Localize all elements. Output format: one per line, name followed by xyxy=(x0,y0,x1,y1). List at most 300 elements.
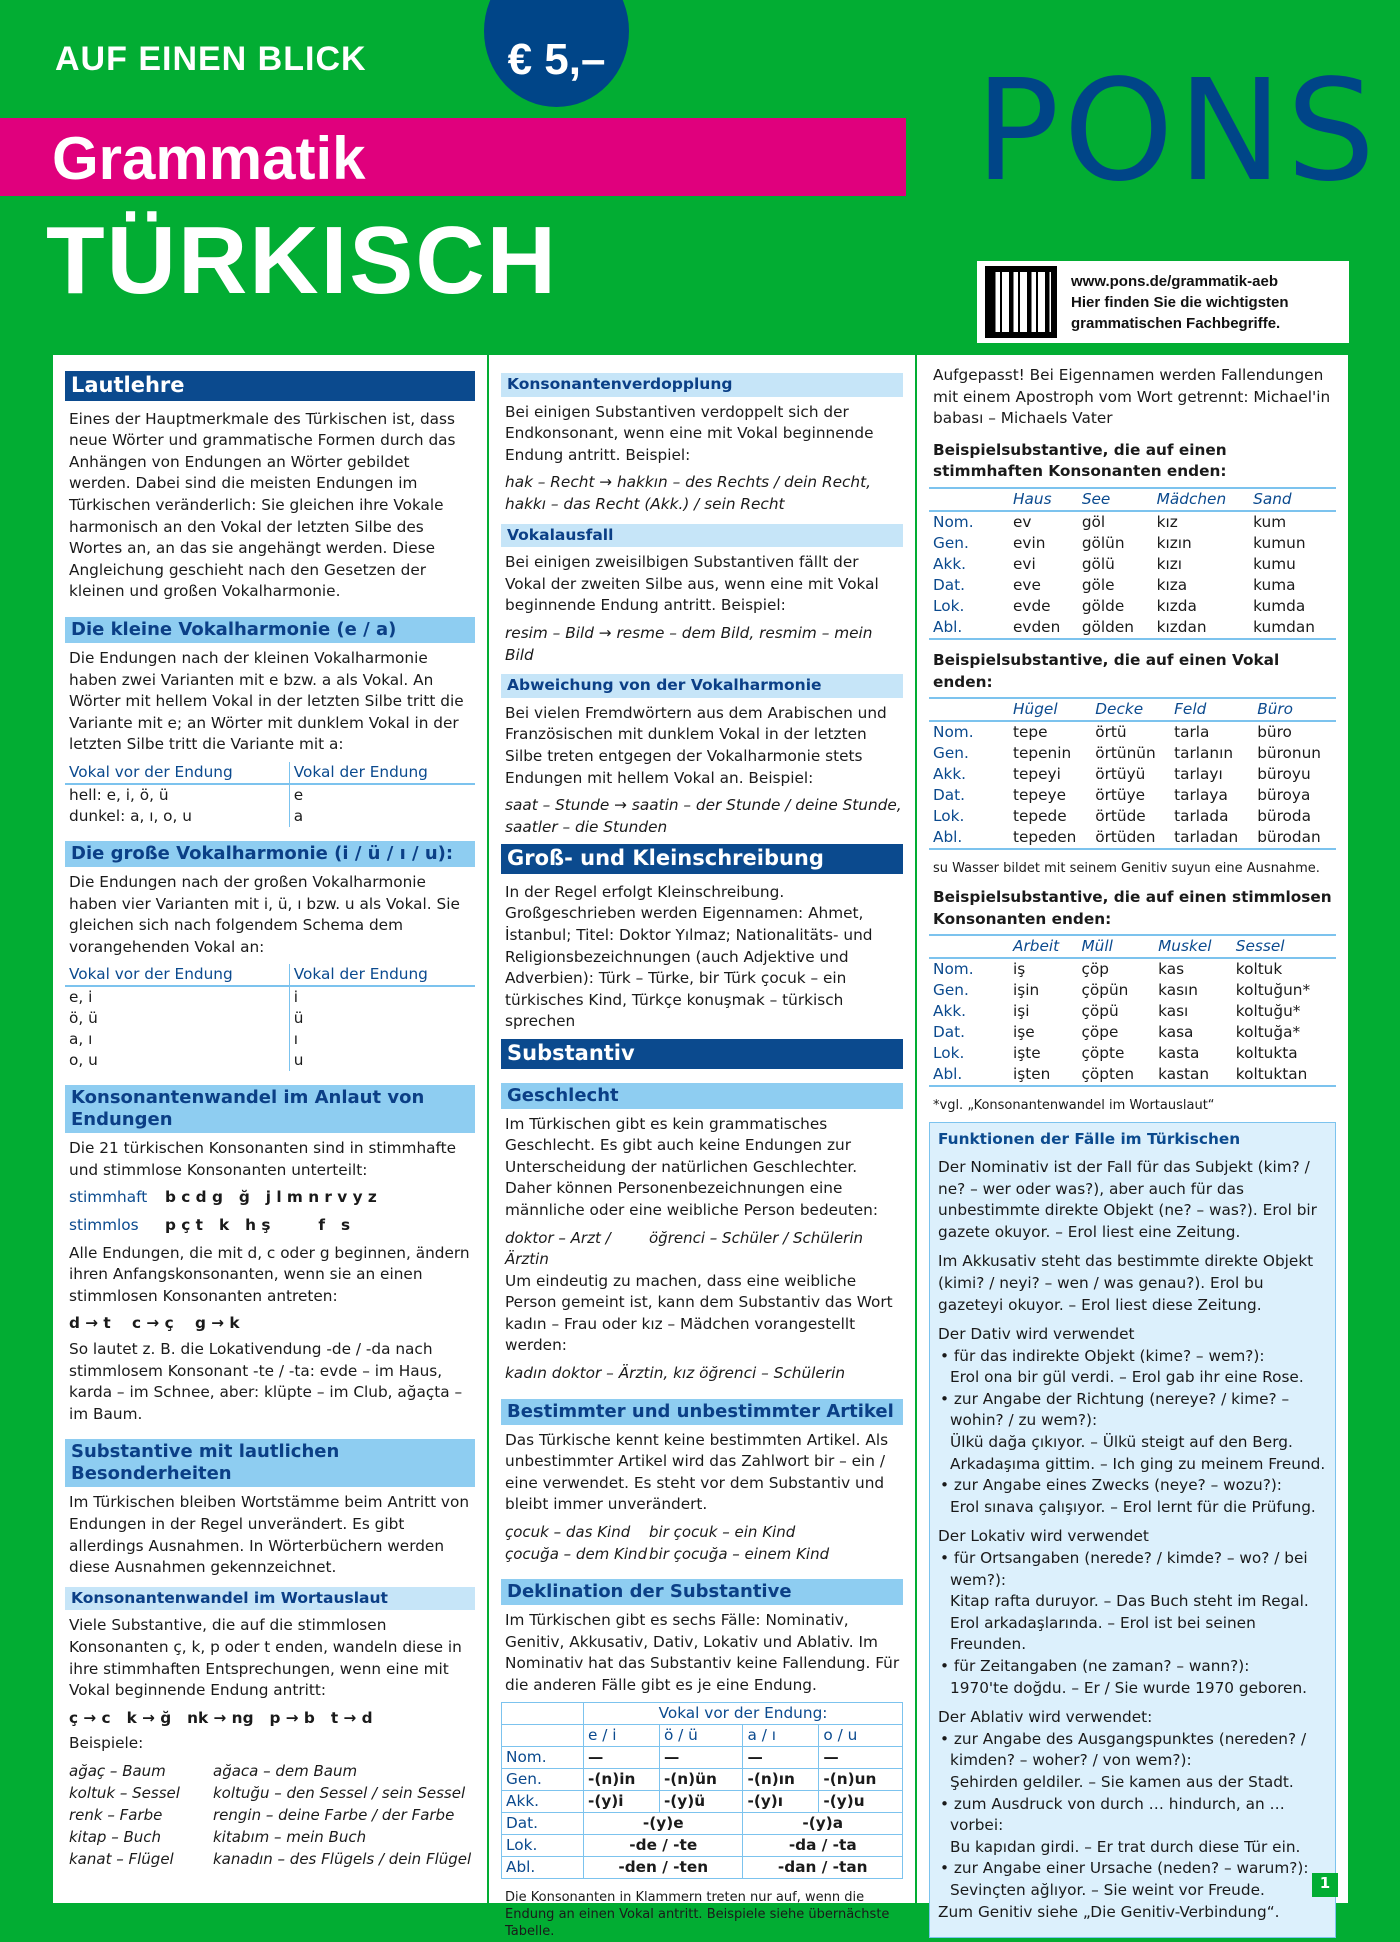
table-row xyxy=(929,533,1336,554)
table-cell: tepenin xyxy=(1013,744,1072,763)
table-cell: Nom. xyxy=(933,512,974,531)
table-row xyxy=(65,986,475,1008)
table-header-cell: e / i xyxy=(584,1725,660,1747)
example: kanadın – des Flügels / dein Flügel xyxy=(213,1849,472,1868)
section-heading: Konsonantenwandel im Wortauslaut xyxy=(65,1587,475,1611)
table-cell: koltuk xyxy=(1235,960,1283,979)
table-cell: tarlaya xyxy=(1174,786,1228,805)
table-cell: eve xyxy=(1013,575,1041,594)
table-cell: u xyxy=(293,1051,304,1070)
table-row xyxy=(929,743,1336,764)
table-cell: -da / -ta xyxy=(743,1835,903,1857)
example: resim – Bild → resme – dem Bild, resmim – mein Bild xyxy=(505,623,873,664)
consonant-list: b c d g ğ j l m n r v y z xyxy=(165,1188,377,1207)
table-cell: tepeye xyxy=(1013,786,1066,805)
table-row xyxy=(65,1029,475,1050)
paragraph: Der Ablativ wird verwendet: xyxy=(938,1708,1153,1727)
consonant-label: stimmhaft xyxy=(69,1188,148,1207)
price-badge: € 5,– xyxy=(484,0,629,107)
column-1 xyxy=(53,355,487,1903)
column-3 xyxy=(917,355,1348,1921)
consonant-list: p ç t k h ş f s xyxy=(165,1216,351,1235)
table-cell: Gen. xyxy=(933,981,969,1000)
table-cell: kasta xyxy=(1158,1044,1200,1063)
paragraph: d → t c → ç g → k xyxy=(69,1314,240,1333)
consonant-label: stimmlos xyxy=(69,1216,139,1235)
paragraph: 1970'te doğdu. – Er / Sie wurde 1970 geboren. xyxy=(950,1678,1308,1697)
qr-text-1: Hier finden Sie die wichtigsten xyxy=(1071,293,1289,311)
example: hak – Recht → hakkın – des Rechts / dein Recht, hakkı – das Recht (Akk.) / sein Recht xyxy=(505,473,871,513)
table-row xyxy=(65,1008,475,1029)
table-row xyxy=(65,1050,475,1071)
table-cell: işin xyxy=(1013,981,1040,1000)
table-header-cell: Hügel xyxy=(1009,698,1091,721)
table-row xyxy=(502,1747,903,1769)
table-header-row xyxy=(929,698,1336,721)
table-cell: evi xyxy=(1013,554,1036,573)
section-heading: Lautlehre xyxy=(65,371,475,401)
list-item: • zur Angabe des Ausgangspunktes (nereden? / kimden? – woher? / von wem?): xyxy=(940,1729,1307,1770)
table-row xyxy=(502,1813,903,1835)
example: kanat – Flügel xyxy=(69,1849,174,1868)
table-cell: — xyxy=(819,1747,903,1769)
table-row xyxy=(929,1001,1336,1022)
table-cell: kızı xyxy=(1156,554,1183,573)
table-cell: kası xyxy=(1158,1002,1189,1021)
table-cell xyxy=(502,1725,584,1747)
paragraph: Das Türkische kennt keine bestimmten Artikel. Als unbestimmter Artikel wird das Zahlwort bir – ein / eine verwendet. Es steht vor dem Substantiv und bleibt immer unverändert. xyxy=(505,1430,889,1514)
table-cell: -(y)u xyxy=(819,1791,903,1813)
table xyxy=(929,934,1336,1087)
table-cell: -(y)ü xyxy=(659,1791,743,1813)
table-cell: dunkel: a, ı, o, u xyxy=(65,806,289,827)
paragraph: *vgl. „Konsonantenwandel im Wortauslaut“ xyxy=(933,1098,1215,1114)
paragraph: Im Türkischen gibt es kein grammatisches Geschlecht. Es gibt auch keine Endungen zur Unterscheidung der natürlichen Geschlechter. Daher können Personenbezeichnungen eine männliche oder eine weibliche Person bedeuten: xyxy=(505,1114,879,1219)
table-cell: Nom. xyxy=(933,960,974,979)
table xyxy=(65,964,475,1071)
qr-text-2: grammatischen Fachbegriffe. xyxy=(1071,314,1281,332)
paragraph: Beispielsubstantive, die auf einen stimmlosen Konsonanten enden: xyxy=(933,888,1332,928)
table-cell: kastan xyxy=(1158,1065,1210,1084)
list-item: • zur Angabe der Richtung (nereye? / kime? – wohin? / zu wem?): xyxy=(940,1389,1290,1430)
paragraph: Der Nominativ ist der Fall für das Subjekt (kim? / ne? – wer oder was?), aber auch für das unbestimmte direkte Objekt (ne? – was?). Erol bir gazete okuyor. – Erol liest eine Zeitung. xyxy=(938,1157,1317,1241)
paragraph: Kitap rafta duruyor. – Das Buch steht im Regal. xyxy=(950,1592,1309,1611)
table-cell: örtüden xyxy=(1095,828,1156,847)
example-pair xyxy=(69,1761,475,1782)
section-heading: Die kleine Vokalharmonie (e / a) xyxy=(65,617,475,643)
page-title: Grammatik xyxy=(52,125,366,192)
section-heading: Geschlecht xyxy=(501,1083,903,1109)
table-cell: çöpün xyxy=(1081,981,1129,1000)
table-cell: tarladan xyxy=(1174,828,1239,847)
section-heading: Deklination der Substantive xyxy=(501,1579,903,1605)
table-cell: çöpü xyxy=(1081,1002,1119,1021)
table-cell: bürodan xyxy=(1257,828,1321,847)
table-row xyxy=(502,1791,903,1813)
paragraph: Der Lokativ wird verwendet xyxy=(938,1527,1149,1546)
column-2 xyxy=(489,355,915,1940)
table-cell: kumu xyxy=(1253,554,1296,573)
table-header-cell: Mädchen xyxy=(1153,488,1249,511)
table-row xyxy=(65,806,475,827)
table-row xyxy=(502,1857,903,1879)
table-cell: işte xyxy=(1013,1044,1041,1063)
table-cell: ev xyxy=(1013,512,1032,531)
section-heading: Bestimmter und unbestimmter Artikel xyxy=(501,1399,903,1425)
table-cell: a, ı xyxy=(65,1029,289,1050)
table-header-cell xyxy=(929,935,1009,958)
table-cell: Dat. xyxy=(502,1813,584,1835)
table-row xyxy=(929,1064,1336,1086)
paragraph: su Wasser bildet mit seinem Genitiv suyun eine Ausnahme. xyxy=(933,861,1320,877)
paragraph: Beispielsubstantive, die auf einen Vokal enden: xyxy=(933,650,1280,691)
table-cell: o, u xyxy=(65,1050,289,1071)
table-row xyxy=(929,1022,1336,1043)
paragraph: Bei einigen Substantiven verdoppelt sich der Endkonsonant, wenn eine mit Vokal beginnende Endung antritt. Beispiel: xyxy=(505,402,874,464)
paragraph: Im Akkusativ steht das bestimmte direkte Objekt (kimi? / neyi? – wen / was genau?). Erol bu gazeteyi okuyor. – Erol liest diese Zeitung. xyxy=(938,1252,1314,1314)
table-cell: tarlada xyxy=(1174,807,1229,826)
paragraph: Şehirden geldiler. – Sie kamen aus der Stadt. xyxy=(950,1772,1294,1791)
table-cell: iş xyxy=(1013,960,1026,979)
table-cell: kız xyxy=(1156,512,1178,531)
table-cell: -(n)ın xyxy=(743,1769,819,1791)
example: bir çocuk – ein Kind xyxy=(649,1522,796,1541)
table-header-row xyxy=(929,935,1336,958)
paragraph: Alle Endungen, die mit d, c oder g beginnen, ändern ihren Anfangskonsonanten, wenn sie an einen stimmlosen Konsonanten antreten: xyxy=(69,1243,470,1305)
paragraph: So lautet z. B. die Lokativendung -de / -da nach stimmlosem Konsonant -te / -ta: evde – im Haus, karda – im Schnee, aber: klüpte – im Club, ağaçta – im Baum. xyxy=(69,1340,463,1423)
table xyxy=(65,762,475,827)
table-cell: ö, ü xyxy=(65,1008,289,1029)
table-cell: örtüyü xyxy=(1095,765,1146,784)
table-header-cell: Arbeit xyxy=(1009,935,1077,958)
table-cell: Abl. xyxy=(933,828,963,847)
table-cell: -(n)un xyxy=(819,1769,903,1791)
table-row xyxy=(929,958,1336,980)
paragraph: Um eindeutig zu machen, dass eine weibliche Person gemeint ist, kann dem Substantiv das Wort kadın – Frau oder kız – Mädchen vorangestellt werden: xyxy=(505,1271,893,1355)
table-cell: — xyxy=(743,1747,819,1769)
declension-table xyxy=(501,1702,903,1879)
table-cell: örtüye xyxy=(1095,786,1146,805)
paragraph: Zum Genitiv siehe „Die Genitiv-Verbindung“. xyxy=(938,1902,1280,1921)
table-row xyxy=(929,575,1336,596)
table-cell: -(y)e xyxy=(584,1813,743,1835)
paragraph: In der Regel erfolgt Kleinschreibung. Großgeschrieben werden Eigennamen: Ahmet, İstanbul; Titel: Doktor Yılmaz; Nationalitäts- und Religionsbezeichnungen (auch Adjektive und Adverbien): Türk – Türke, bir Türk çocuk – ein türkisches Kind, Türkçe konuşmak – türkisch sprechen xyxy=(505,882,873,1031)
table-row xyxy=(502,1835,903,1857)
table-row xyxy=(502,1769,903,1791)
table-cell: Dat. xyxy=(933,575,966,594)
consonant-row xyxy=(69,1187,475,1209)
table-cell: kum xyxy=(1253,512,1287,531)
table-cell: kızda xyxy=(1156,596,1197,615)
example-pair xyxy=(505,1228,903,1270)
table-cell: gölden xyxy=(1081,617,1134,636)
table-cell: -(y)i xyxy=(584,1791,660,1813)
table-cell: koltuktan xyxy=(1235,1065,1308,1084)
table-cell: büroya xyxy=(1257,786,1311,805)
table-header-row xyxy=(65,762,475,784)
example-pair xyxy=(69,1827,475,1848)
table-header-cell: Sand xyxy=(1249,488,1336,511)
table-caption: Vokal vor der Endung: xyxy=(584,1703,903,1725)
table-cell: hell: e, i, ö, ü xyxy=(65,784,289,806)
table-cell: -de / -te xyxy=(584,1835,743,1857)
paragraph: Die Konsonanten in Klammern treten nur auf, wenn die Endung an einen Vokal antritt. Beispiele siehe übernächste Tabelle. xyxy=(505,1890,890,1940)
example: ağaca – dem Baum xyxy=(213,1761,358,1780)
paragraph: Bei vielen Fremdwörtern aus dem Arabischen und Französischen mit dunklem Vokal in der letzten Silbe treten entgegen der Vokalharmonie stets Endungen mit hellem Vokal an. Beispiel: xyxy=(505,703,887,787)
table-cell: büronun xyxy=(1257,744,1322,763)
table-cell: koltuğun* xyxy=(1235,981,1311,1000)
list-item: • für das indirekte Objekt (kime? – wem?): xyxy=(940,1346,1265,1365)
table-cell: — xyxy=(659,1747,743,1769)
table-cell: Akk. xyxy=(502,1791,584,1813)
section-heading: Substantiv xyxy=(501,1039,903,1069)
table-cell: tarla xyxy=(1174,723,1210,742)
table-cell: koltuğu* xyxy=(1235,1002,1301,1021)
table-cell: tepeden xyxy=(1013,828,1077,847)
table-row xyxy=(929,806,1336,827)
table-cell: Akk. xyxy=(933,554,967,573)
list-item: • zur Angabe einer Ursache (neden? – warum?): xyxy=(940,1859,1309,1878)
table-cell: Lok. xyxy=(933,1044,965,1063)
qr-url[interactable]: www.pons.de/grammatik-aeb xyxy=(1071,272,1278,290)
table-header-row xyxy=(502,1703,903,1725)
table-cell: e xyxy=(293,785,304,804)
table xyxy=(929,697,1336,850)
table-cell: örtüde xyxy=(1095,807,1146,826)
series-label: AUF EINEN BLICK xyxy=(55,40,367,78)
table-header-row xyxy=(65,964,475,986)
table-cell: Lok. xyxy=(933,807,965,826)
table-cell: Dat. xyxy=(933,786,966,805)
qr-info-box xyxy=(977,261,1349,343)
table-cell: ı xyxy=(293,1030,298,1049)
table-cell: kasa xyxy=(1158,1023,1194,1042)
paragraph: Die Endungen nach der kleinen Vokalharmonie haben zwei Varianten mit e bzw. a als Vokal. An Wörter mit hellem Vokal in der letzten Silbe tritt die Variante mit e; an Wörter mit dunklem Vokal in der letzten Silbe tritt die Variante mit a: xyxy=(69,648,464,754)
table-cell: tepe xyxy=(1013,723,1048,742)
table-row xyxy=(929,980,1336,1001)
table-cell xyxy=(502,1703,584,1725)
table-row xyxy=(929,827,1336,849)
table-header-cell: Vokal der Endung xyxy=(289,964,475,986)
table-header-cell: Decke xyxy=(1091,698,1170,721)
table-cell: Abl. xyxy=(502,1857,584,1879)
table-cell: Gen. xyxy=(933,744,969,763)
table-cell: koltuğa* xyxy=(1235,1023,1301,1042)
paragraph: Bu kapıdan girdi. – Er trat durch diese Tür ein. xyxy=(950,1837,1301,1856)
table-cell: işe xyxy=(1013,1023,1035,1042)
table-header-cell: See xyxy=(1078,488,1153,511)
section-heading: Abweichung von der Vokalharmonie xyxy=(501,674,903,698)
table-cell: tepede xyxy=(1013,807,1067,826)
example-pair xyxy=(69,1805,475,1826)
list-item: • zum Ausdruck von durch … hindurch, an … vorbei: xyxy=(940,1794,1285,1835)
table-cell: kas xyxy=(1158,960,1185,979)
table-header-cell: Büro xyxy=(1253,698,1336,721)
section-heading: Konsonantenverdopplung xyxy=(501,373,903,397)
section-heading: Konsonantenwandel im Anlaut von Endungen xyxy=(65,1085,475,1133)
example: saat – Stunde → saatin – der Stunde / deine Stunde, saatler – die Stunden xyxy=(505,796,902,836)
table-cell: evden xyxy=(1013,617,1061,636)
table-header-cell: o / u xyxy=(819,1725,903,1747)
table-row xyxy=(929,721,1336,743)
section-heading: Substantive mit lautlichen Besonderheiten xyxy=(65,1439,475,1487)
consonant-row xyxy=(69,1215,475,1237)
page-subtitle: TÜRKISCH xyxy=(46,207,558,314)
table-row xyxy=(929,617,1336,639)
table-cell: çöpte xyxy=(1081,1044,1125,1063)
example: çocuk – das Kind xyxy=(505,1522,631,1541)
example: ağaç – Baum xyxy=(69,1761,166,1780)
paragraph: Viele Substantive, die auf die stimmlosen Konsonanten ç, k, p oder t enden, wandeln diese in ihre stimmhaften Entsprechungen, wenn eine mit Vokal beginnende Endung antritt: xyxy=(69,1616,462,1700)
table-cell: Lok. xyxy=(933,596,965,615)
table-cell: tarlayı xyxy=(1174,765,1223,784)
paragraph: Bei einigen zweisilbigen Substantiven fällt der Vokal der zweiten Silbe aus, wenn eine mit Vokal beginnende Endung antritt. Beispiel: xyxy=(505,553,879,615)
table-cell: koltukta xyxy=(1235,1044,1298,1063)
paragraph: Erol ona bir gül verdi. – Erol gab ihr eine Rose. xyxy=(950,1368,1304,1387)
table-cell: Nom. xyxy=(502,1747,584,1769)
table-cell: Abl. xyxy=(933,1065,963,1084)
table-row xyxy=(929,554,1336,575)
paragraph: Der Dativ wird verwendet xyxy=(938,1325,1135,1344)
section-heading: Groß- und Kleinschreibung xyxy=(501,844,903,874)
table-cell: evde xyxy=(1013,596,1051,615)
table-cell: Nom. xyxy=(933,723,974,742)
table-cell: göle xyxy=(1081,575,1115,594)
table-cell: e, i xyxy=(65,986,289,1008)
table-cell: Lok. xyxy=(502,1835,584,1857)
table-header-cell: Vokal vor der Endung xyxy=(65,964,289,986)
table-cell: çöpten xyxy=(1081,1065,1135,1084)
table-cell: çöpe xyxy=(1081,1023,1119,1042)
example-pair xyxy=(69,1849,475,1870)
list-item: • für Zeitangaben (ne zaman? – wann?): xyxy=(940,1657,1250,1675)
example: doktor – Arzt / Ärztin xyxy=(505,1228,611,1268)
table-row xyxy=(929,764,1336,785)
table-cell: Abl. xyxy=(933,617,963,636)
paragraph: Sevinçten ağlıyor. – Sie weint vor Freude. xyxy=(950,1880,1265,1899)
example: kitap – Buch xyxy=(69,1827,162,1846)
table-header-cell: Feld xyxy=(1170,698,1253,721)
table-header-cell: Vokal der Endung xyxy=(289,762,475,784)
table-cell: evin xyxy=(1013,533,1046,552)
paragraph: Ülkü dağa çıkıyor. – Ülkü steigt auf den Berg. xyxy=(950,1433,1293,1452)
table-cell: -dan / -tan xyxy=(743,1857,903,1879)
table-cell: kasın xyxy=(1158,981,1198,1000)
paragraph: Beispiele: xyxy=(69,1734,144,1753)
table-row xyxy=(929,511,1336,533)
table-cell: büro xyxy=(1257,723,1292,742)
table-header-row xyxy=(929,488,1336,511)
table-row xyxy=(65,784,475,806)
table-cell: kumda xyxy=(1253,596,1306,615)
paragraph: Im Türkischen bleiben Wortstämme beim Antritt von Endungen in der Regel unverändert. Es gibt allerdings Ausnahmen. In Wörterbüchern werden diese Ausnahmen gekennzeichnet. xyxy=(69,1493,470,1577)
example: kitabım – mein Buch xyxy=(213,1827,367,1846)
table-cell: tarlanın xyxy=(1174,744,1234,763)
paragraph: ç → c k → ğ nk → ng p → b t → d xyxy=(69,1708,373,1727)
paragraph: Die Endungen nach der großen Vokalharmonie haben vier Varianten mit i, ü, ı bzw. u als Vokal. Sie gleichen sich nach folgendem Schema dem vorangehenden Vokal an: xyxy=(69,872,460,956)
table xyxy=(929,487,1336,640)
example: koltuk – Sessel xyxy=(69,1783,180,1802)
example: öğrenci – Schüler / Schülerin xyxy=(649,1228,864,1247)
paragraph: Die 21 türkischen Konsonanten sind in stimmhafte und stimmlose Konsonanten unterteilt: xyxy=(69,1139,457,1179)
section-heading: Vokalausfall xyxy=(501,524,903,548)
list-item: • für Ortsangaben (nerede? / kimde? – wo? / bei wem?): xyxy=(940,1549,1308,1589)
table-header-cell: Vokal vor der Endung xyxy=(65,762,289,784)
table-cell: göl xyxy=(1081,512,1106,531)
table-cell: a xyxy=(293,806,304,825)
table-cell: büroyu xyxy=(1257,765,1311,784)
table-header-cell: Müll xyxy=(1077,935,1154,958)
table-cell: -(y)ı xyxy=(743,1791,819,1813)
paragraph: Arkadaşıma gittim. – Ich ging zu meinem Freund. xyxy=(950,1454,1326,1473)
paragraph: Aufgepasst! Bei Eigennamen werden Fallendungen mit einem Apostroph vom Wort getrennt: Michael'in babası – Michaels Vater xyxy=(933,366,1331,428)
page-number: 1 xyxy=(1312,1873,1338,1897)
table-cell: -den / -ten xyxy=(584,1857,743,1879)
table-cell: kızın xyxy=(1156,533,1192,552)
table-cell: Akk. xyxy=(933,1002,967,1021)
example: koltuğu – den Sessel / sein Sessel xyxy=(213,1783,466,1802)
list-item: • zur Angabe eines Zwecks (neye? – wozu?): xyxy=(940,1476,1282,1495)
table-cell: büroda xyxy=(1257,807,1312,826)
table-cell: — xyxy=(584,1747,660,1769)
section-heading: Die große Vokalharmonie (i / ü / ı / u): xyxy=(65,841,475,867)
table-header-cell: a / ı xyxy=(743,1725,819,1747)
table-cell: Dat. xyxy=(933,1023,966,1042)
paragraph: Beispielsubstantive, die auf einen stimmhaften Konsonanten enden: xyxy=(933,440,1227,481)
table-cell: işten xyxy=(1013,1065,1051,1084)
table-row xyxy=(929,1043,1336,1064)
table-cell: örtü xyxy=(1095,723,1127,742)
example: bir çocuğa – einem Kind xyxy=(649,1544,830,1563)
table-cell: işi xyxy=(1013,1002,1030,1021)
box-title: Funktionen der Fälle im Türkischen xyxy=(938,1130,1241,1149)
table-cell: i xyxy=(293,988,298,1007)
table-row xyxy=(929,596,1336,617)
case-functions-box xyxy=(929,1122,1336,1938)
table-cell: ü xyxy=(293,1009,304,1028)
qr-code-icon[interactable] xyxy=(985,266,1057,338)
table-header-cell: Muskel xyxy=(1154,935,1232,958)
paragraph: Erol arkadaşlarında. – Erol ist bei seinen Freunden. xyxy=(950,1613,1256,1654)
example-pair xyxy=(505,1522,903,1543)
example: rengin – deine Farbe / der Farbe xyxy=(213,1805,455,1824)
table-row xyxy=(929,785,1336,806)
table-cell: gölün xyxy=(1081,533,1125,552)
table-cell: örtünün xyxy=(1095,744,1156,763)
table-header-cell: ö / ü xyxy=(659,1725,743,1747)
pons-logo: PONS xyxy=(975,50,1380,213)
table-cell: Gen. xyxy=(502,1769,584,1791)
table-cell: tepeyi xyxy=(1013,765,1061,784)
table-cell: kumun xyxy=(1253,533,1306,552)
table-cell: Akk. xyxy=(933,765,967,784)
example: renk – Farbe xyxy=(69,1805,163,1824)
example: çocuğa – dem Kind xyxy=(505,1544,648,1563)
table-header-cell: Haus xyxy=(1009,488,1078,511)
table-cell: kıza xyxy=(1156,575,1188,594)
table-header-cell xyxy=(929,698,1009,721)
table-cell: kuma xyxy=(1253,575,1296,594)
example: kadın doktor – Ärztin, kız öğrenci – Schülerin xyxy=(505,1363,846,1382)
paragraph: Im Türkischen gibt es sechs Fälle: Nominativ, Genitiv, Akkusativ, Dativ, Lokativ und Ablativ. Im Nominativ hat das Substantiv keine Fallendung. Für die anderen Fälle gibt es je eine Endung. xyxy=(505,1610,900,1694)
table-cell: gölde xyxy=(1081,596,1125,615)
table-cell: kumdan xyxy=(1253,617,1315,636)
table-cell: gölü xyxy=(1081,554,1115,573)
paragraph: Eines der Hauptmerkmale des Türkischen ist, dass neue Wörter und grammatische Formen durch das Anhängen von Endungen an Wörter gebildet werden. Dabei sind die meisten Endungen im Türkischen veränderlich: Sie gleichen ihre Vokale harmonisch an den Vokal der letzten Silbe des Wortes an, an das sie angehängt werden. Diese Angleichung geschieht nach den Gesetzen der kleinen und großen Vokalharmonie. xyxy=(69,409,456,601)
table-cell: -(n)in xyxy=(584,1769,660,1791)
table-cell: Gen. xyxy=(933,533,969,552)
table-header-row xyxy=(502,1725,903,1747)
